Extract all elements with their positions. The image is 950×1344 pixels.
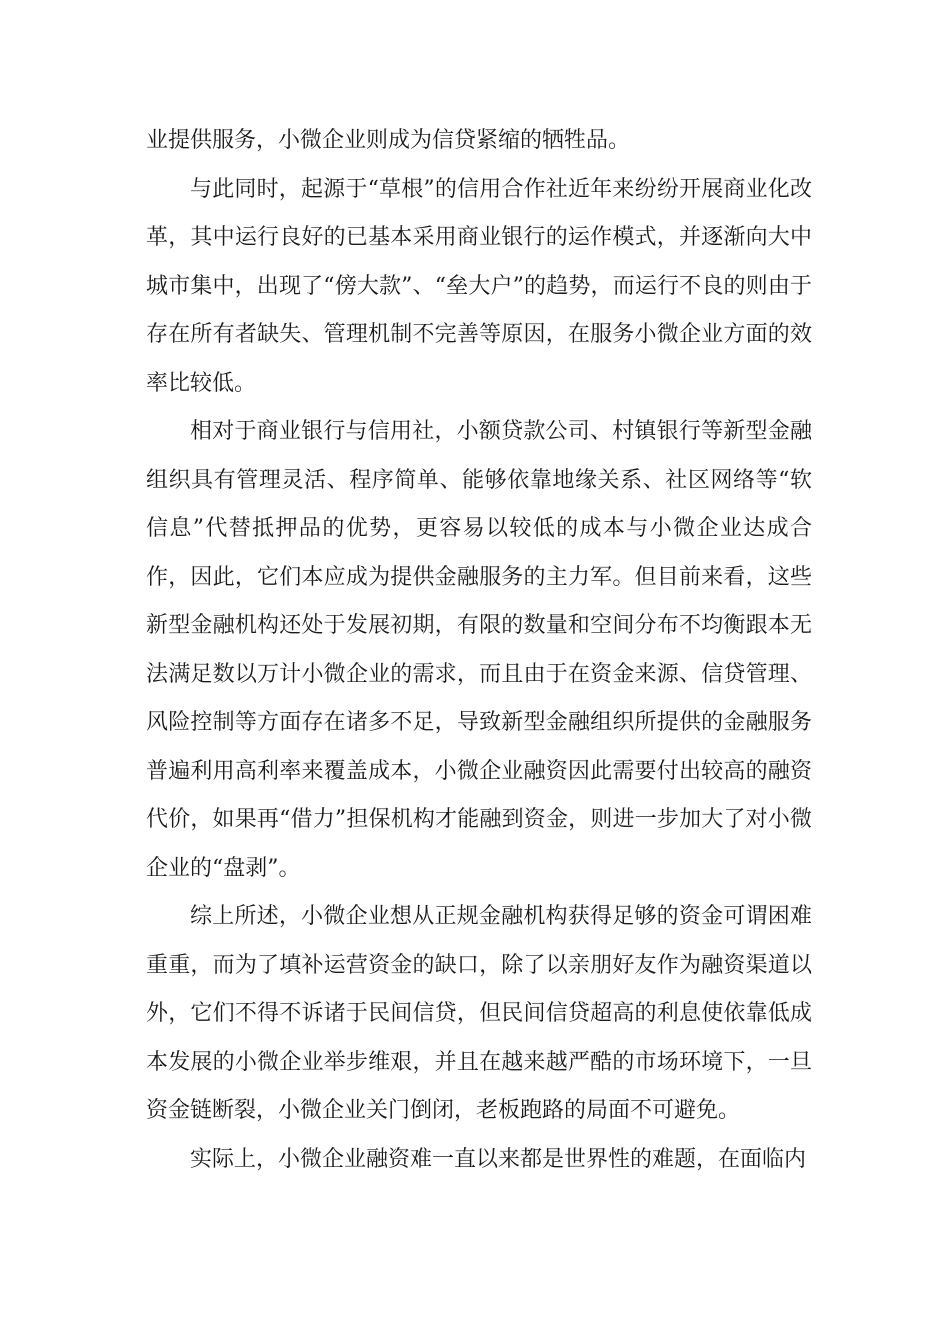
paragraph-new-financial-organizations: 相对于商业银行与信用社，小额贷款公司、村镇银行等新型金融组织具有管理灵活、程序简单、能够依靠地缘关系、社区网络等“软信息”代替抵押品的优势，更容易以较低的成本与小微企业达成合作，因此，它们本应成为提供金融服务的主力军。但目前来看，这些新型金融机构还处于发展初期，有限的数量和空间分布不均衡跟本无法满足数以万计小微企业的需求，而且由于在资金来源、信贷管理、风险控制等方面存在诸多不足，导致新型金融组织所提供的金融服务普遍利用高利率来覆盖成本，小微企业融资因此需要付出较高的融资代价，如果再“借力”担保机构才能融到资金，则进一步加大了对小微企业的“盘剥”。 bbox=[146, 419, 812, 881]
paragraph-summary: 综上所述，小微企业想从正规金融机构获得足够的资金可谓困难重重，而为了填补运营资金的缺口，除了以亲朋好友作为融资渠道以外，它们不得不诉诸于民间信贷，但民间信贷超高的利息使依靠低成本发展的小微企业举步维艰，并且在越来越严酷的市场环境下，一旦资金链断裂，小微企业关门倒闭，老板跑路的局面不可避免。 bbox=[146, 904, 812, 1123]
body-text bbox=[146, 117, 812, 1184]
paragraph-continuation: 业提供服务，小微企业则成为信贷紧缩的牺牲品。 bbox=[146, 128, 631, 153]
paragraph-worldwide-problem: 实际上，小微企业融资难一直以来都是世界性的难题，在面临内 bbox=[190, 1146, 807, 1172]
paragraph-credit-cooperatives: 与此同时，起源于“草根”的信用合作社近年来纷纷开展商业化改革，其中运行良好的已基本采用商业银行的运作模式，并逐渐向大中城市集中，出现了“傍大款”、“垒大户”的趋势，而运行不良的则由于存在所有者缺失、管理机制不完善等原因，在服务小微企业方面的效率比较低。 bbox=[146, 176, 812, 396]
